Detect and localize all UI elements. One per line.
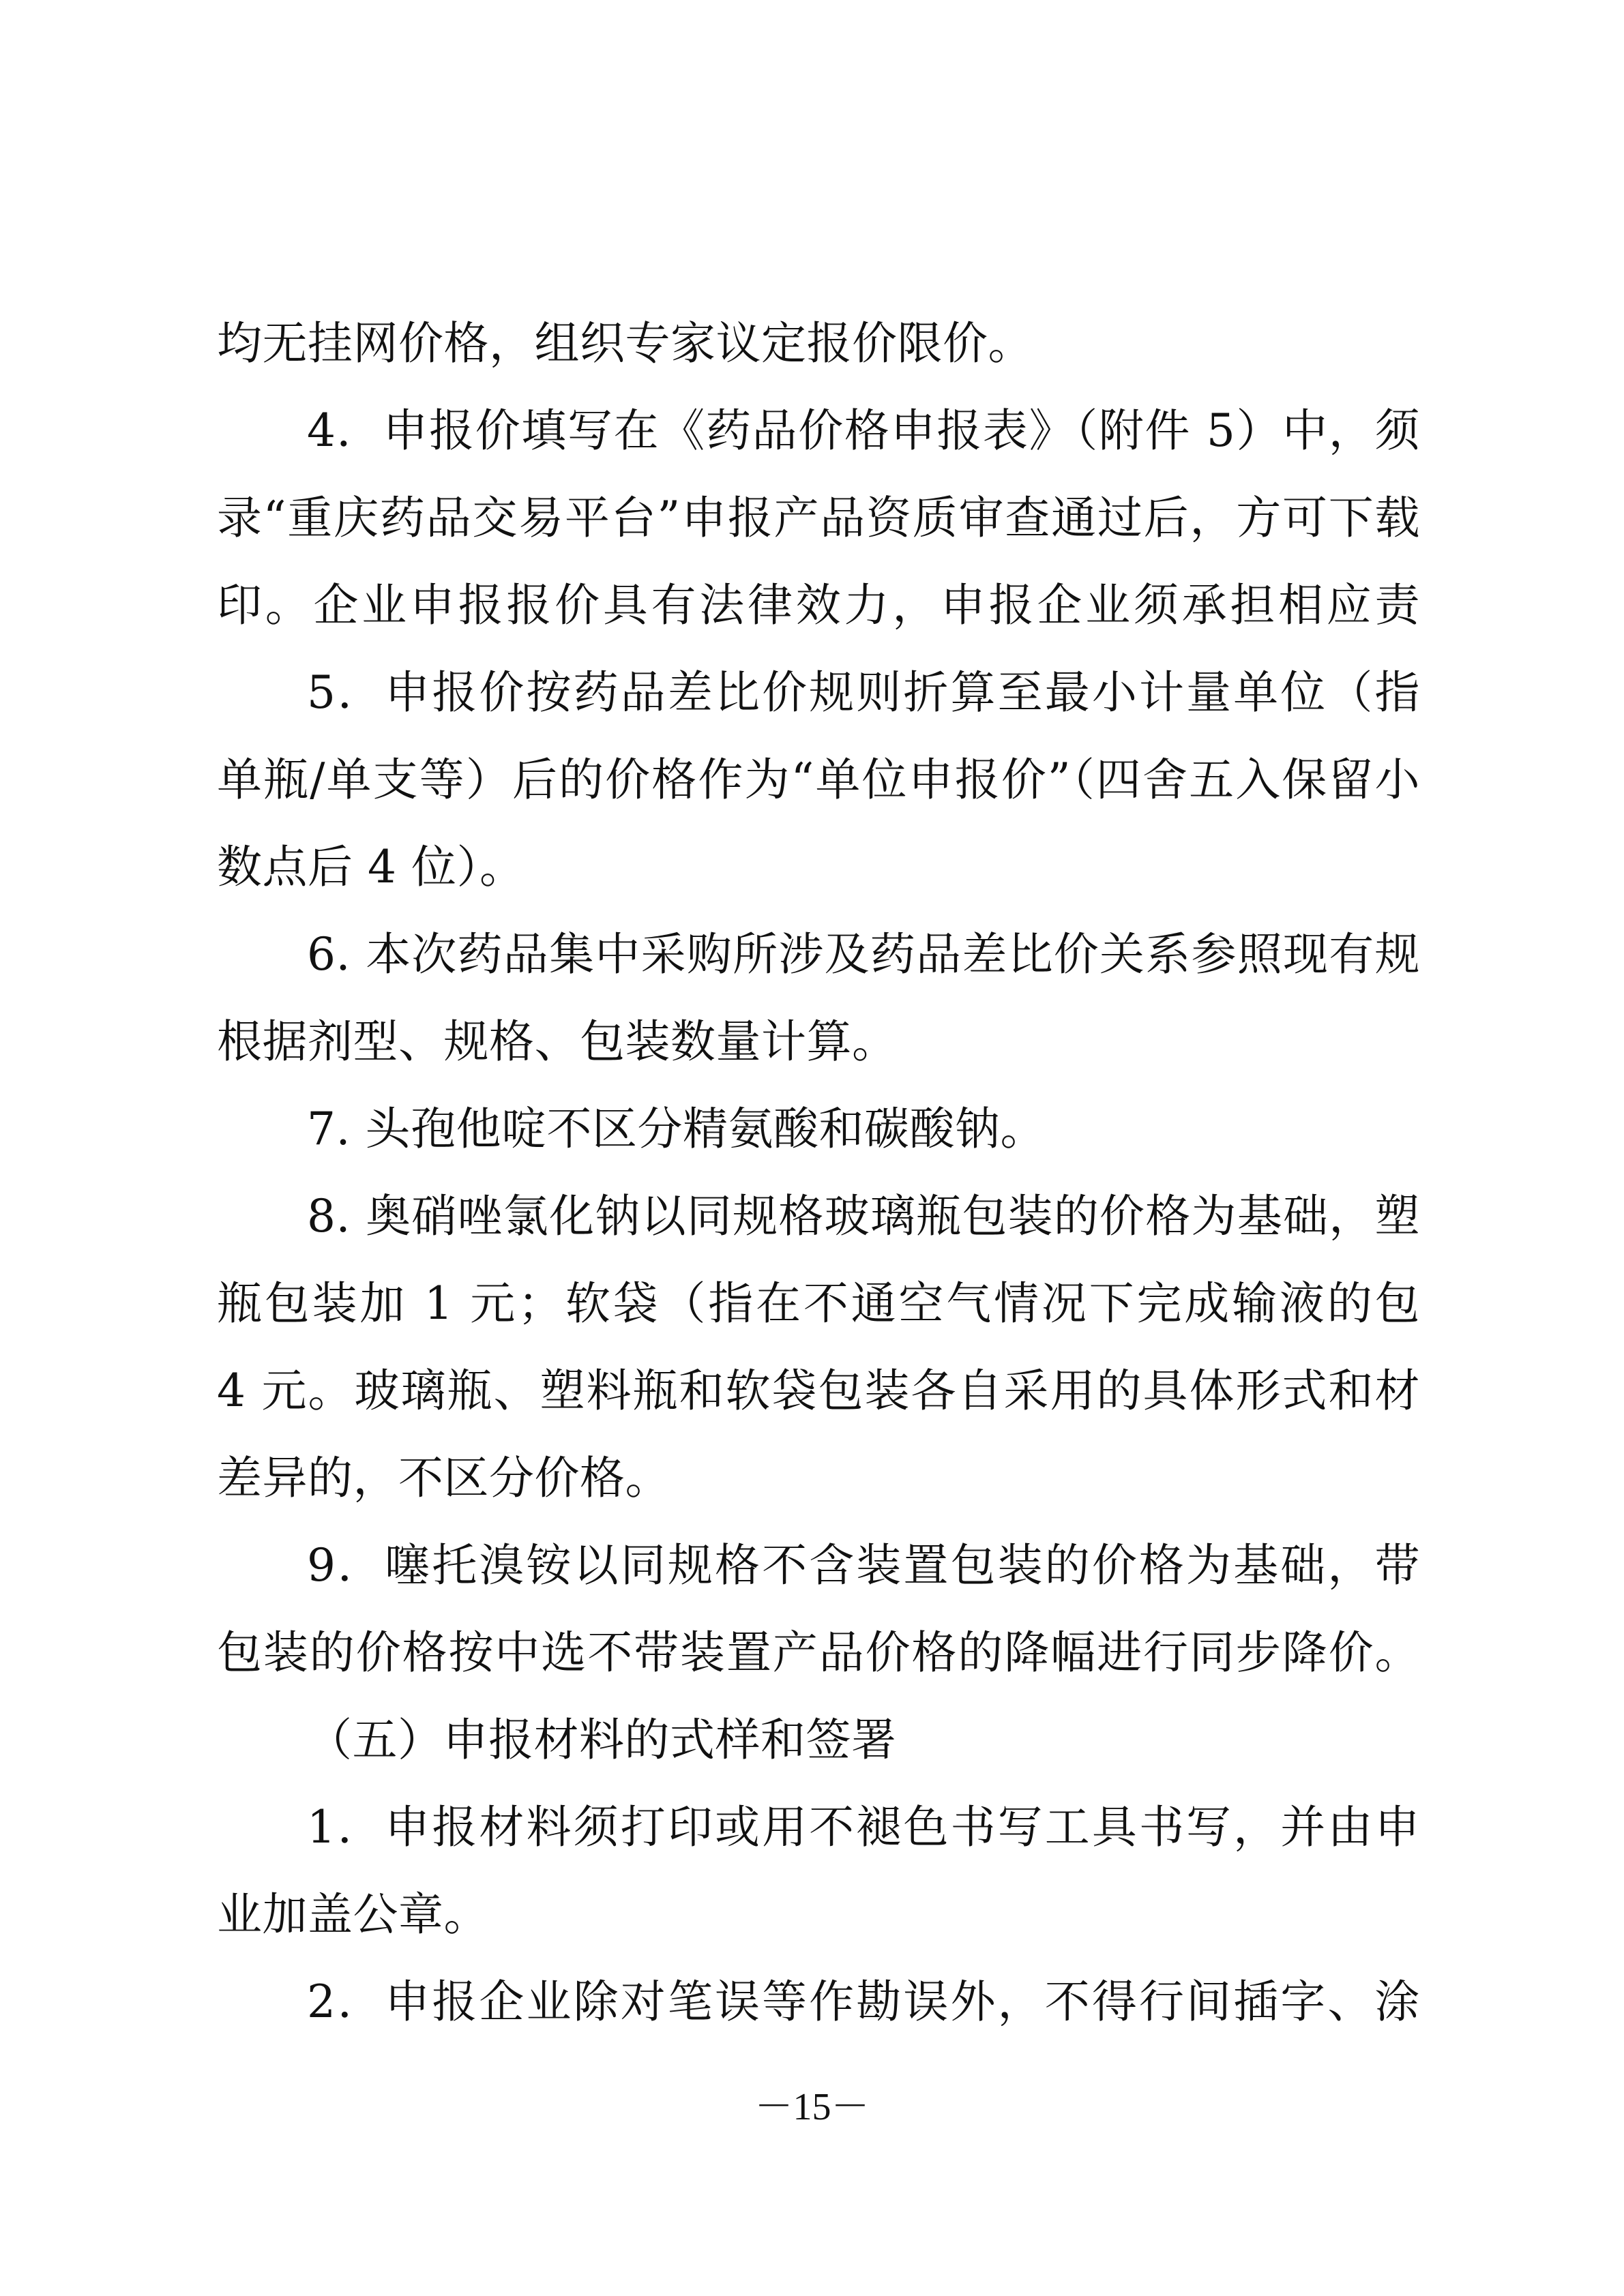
page-number: －15－ <box>754 2086 870 2128</box>
text-line: 印。企业申报报价具有法律效力，申报企业须承担相应责 <box>217 579 1420 631</box>
text-line: 差异的，不区分价格。 <box>217 1452 670 1504</box>
body-text <box>217 300 1420 2046</box>
text-line: 8. 奥硝唑氯化钠以同规格玻璃瓶包装的价格为基础，塑 <box>307 1190 1420 1242</box>
section-heading: （五）申报材料的式样和签署 <box>307 1714 897 1766</box>
text-line: 4 元。玻璃瓶、塑料瓶和软袋包装各自采用的具体形式和材 <box>217 1365 1420 1417</box>
text-line: 1．申报材料须打印或用不褪色书写工具书写，并由申 <box>307 1801 1420 1853</box>
text-line: 5．申报价按药品差比价规则折算至最小计量单位（指 <box>307 666 1420 719</box>
text-line: 瓶包装加 1 元；软袋（指在不通空气情况下完成输液的包 <box>217 1277 1420 1330</box>
text-line: 录“重庆药品交易平台”申报产品资质审查通过后，方可下载 <box>217 492 1420 544</box>
text-line: 业加盖公章。 <box>217 1888 489 1941</box>
text-line: 9．噻托溴铵以同规格不含装置包装的价格为基础，带 <box>307 1539 1420 1592</box>
text-line: 6. 本次药品集中采购所涉及药品差比价关系参照现有规 <box>307 928 1420 981</box>
text-line: 包装的价格按中选不带装置产品价格的降幅进行同步降价。 <box>217 1626 1420 1679</box>
text-line: 单瓶/单支等）后的价格作为“单位申报价”（四舍五入保留小 <box>217 754 1420 806</box>
text-line: 均无挂网价格，组织专家议定报价限价。 <box>217 317 1033 370</box>
text-line: 2．申报企业除对笔误等作勘误外，不得行间插字、涂 <box>307 1976 1420 2028</box>
text-line: 根据剂型、规格、包装数量计算。 <box>217 1015 898 1068</box>
text-line: 7. 头孢他啶不区分精氨酸和碳酸钠。 <box>307 1103 1046 1155</box>
text-line: 数点后 4 位）。 <box>217 841 525 893</box>
text-line: 4．申报价填写在《药品价格申报表》（附件 5）中，须 <box>307 404 1420 457</box>
